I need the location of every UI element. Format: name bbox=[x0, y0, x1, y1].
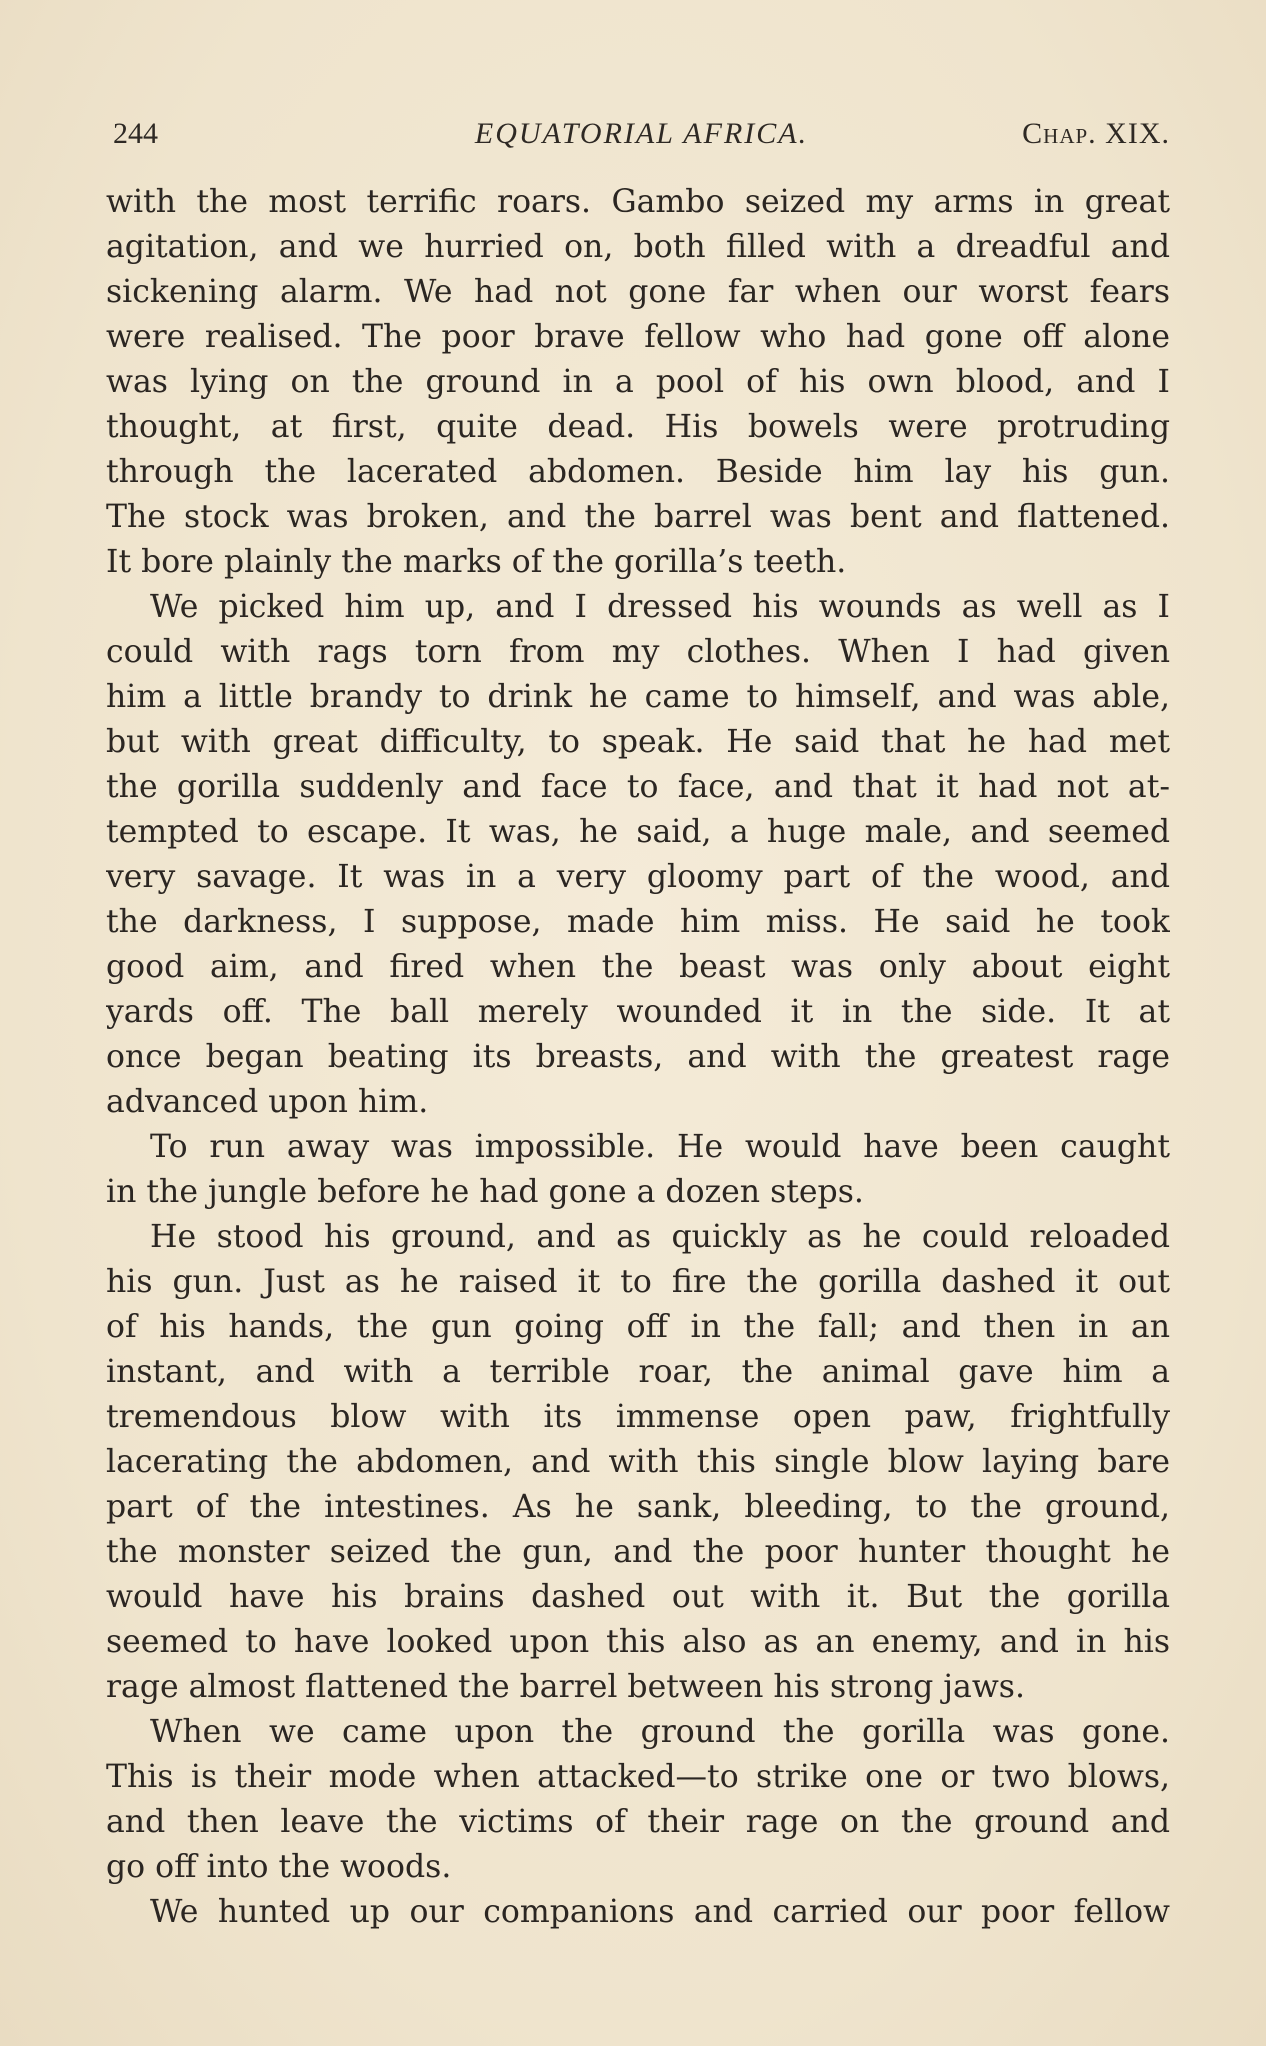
text-line: advanced upon him. bbox=[106, 1084, 429, 1120]
text-line: of his hands, the gun going off in the fall; and then in an bbox=[106, 1309, 1170, 1345]
text-line: could with rags torn from my clothes. When I had given bbox=[106, 634, 1170, 670]
text-line: very savage. It was in a very gloomy part of the wood, and bbox=[106, 859, 1170, 895]
text-line: the darkness, I suppose, made him miss. He said he took bbox=[106, 904, 1170, 940]
text-line: in the jungle before he had gone a dozen steps. bbox=[106, 1174, 864, 1210]
text-line: rage almost flattened the barrel between his strong jaws. bbox=[106, 1669, 1025, 1705]
text-line: seemed to have looked upon this also as an enemy, and in his bbox=[106, 1624, 1170, 1660]
text-line: He stood his ground, and as quickly as he could reloaded bbox=[150, 1219, 1170, 1255]
text-line: the gorilla suddenly and face to face, and that it had not at- bbox=[106, 769, 1170, 805]
text-line: part of the intestines. As he sank, bleeding, to the ground, bbox=[106, 1489, 1170, 1525]
text-line: sickening alarm. We had not gone far when our worst fears bbox=[106, 274, 1170, 310]
text-line: and then leave the victims of their rage on the ground and bbox=[106, 1804, 1170, 1840]
text-line: was lying on the ground in a pool of his own blood, and I bbox=[106, 364, 1170, 400]
text-line: tempted to escape. It was, he said, a huge male, and seemed bbox=[106, 814, 1170, 850]
page-header bbox=[113, 114, 1170, 154]
text-line: through the lacerated abdomen. Beside him lay his gun. bbox=[106, 454, 1170, 490]
text-line: thought, at first, quite dead. His bowels were protruding bbox=[106, 409, 1170, 445]
text-line: his gun. Just as he raised it to fire the gorilla dashed it out bbox=[106, 1264, 1170, 1300]
text-line: yards off. The ball merely wounded it in the side. It at bbox=[106, 994, 1170, 1030]
text-line: The stock was broken, and the barrel was bent and flattened. bbox=[106, 499, 1170, 535]
text-line: We hunted up our companions and carried our poor fellow bbox=[150, 1894, 1170, 1930]
text-line: him a little brandy to drink he came to himself, and was able, bbox=[106, 679, 1170, 715]
running-title: EQUATORIAL AFRICA. bbox=[474, 117, 809, 150]
text-line: the monster seized the gun, and the poor hunter thought he bbox=[106, 1534, 1170, 1570]
text-line: tremendous blow with its immense open paw, frightfully bbox=[106, 1399, 1170, 1435]
text-line: go off into the woods. bbox=[106, 1849, 452, 1885]
text-line: We picked him up, and I dressed his wounds as well as I bbox=[150, 589, 1170, 625]
text-line: When we came upon the ground the gorilla was gone. bbox=[150, 1714, 1170, 1750]
text-line: were realised. The poor brave fellow who had gone off alone bbox=[106, 319, 1170, 355]
chapter-heading: Chap. XIX. bbox=[1022, 117, 1170, 150]
text-line: This is their mode when attacked—to strike one or two blows, bbox=[106, 1759, 1170, 1795]
text-line: instant, and with a terrible roar, the animal gave him a bbox=[106, 1354, 1170, 1390]
text-line: To run away was impossible. He would have been caught bbox=[150, 1129, 1170, 1165]
text-line: agitation, and we hurried on, both filled with a dreadful and bbox=[106, 229, 1170, 265]
text-line: but with great difficulty, to speak. He said that he had met bbox=[106, 724, 1170, 760]
text-line: It bore plainly the marks of the gorilla’s teeth. bbox=[106, 544, 847, 580]
text-line: lacerating the abdomen, and with this single blow laying bare bbox=[106, 1444, 1170, 1480]
text-line: would have his brains dashed out with it. But the gorilla bbox=[106, 1579, 1170, 1615]
text-line: with the most terrific roars. Gambo seized my arms in great bbox=[106, 184, 1170, 220]
text-line: once began beating its breasts, and with the greatest rage bbox=[106, 1039, 1170, 1075]
page-number: 244 bbox=[113, 117, 158, 150]
body-text bbox=[106, 180, 1170, 1935]
text-line: good aim, and fired when the beast was only about eight bbox=[106, 949, 1170, 985]
